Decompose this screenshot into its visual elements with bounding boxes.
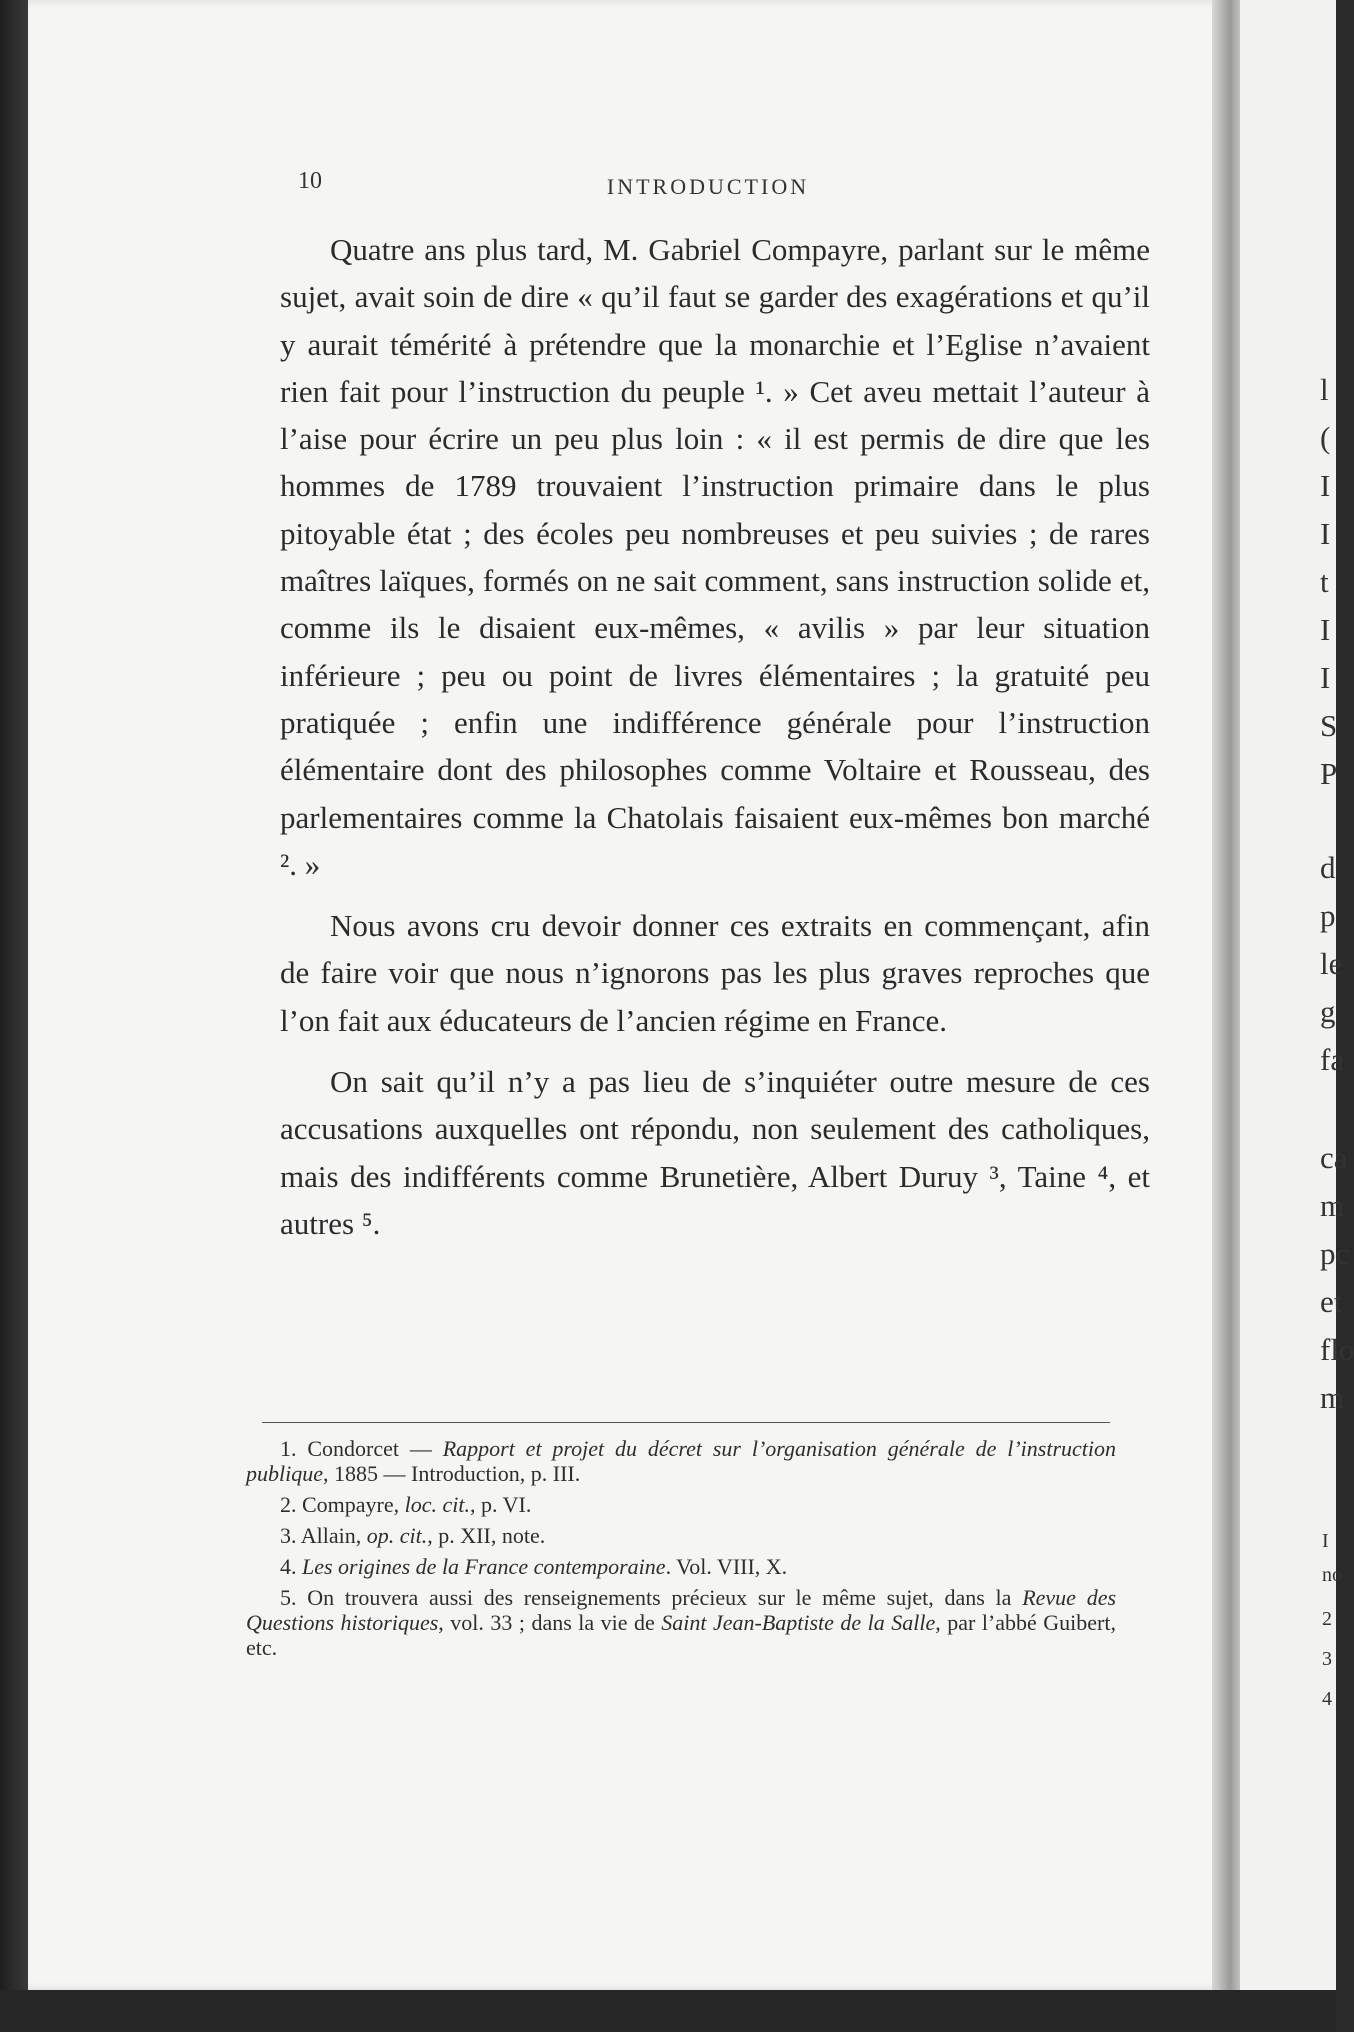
footnote-text: , p. VI. bbox=[470, 1492, 532, 1517]
facing-fragment: et bbox=[1320, 1284, 1343, 1319]
footnote-title: op. cit. bbox=[366, 1523, 428, 1548]
footnote-number: 2. bbox=[280, 1492, 297, 1517]
footnote-text: , par l’abbé Guibert, etc. bbox=[246, 1610, 1116, 1660]
facing-fragment: P bbox=[1320, 756, 1338, 791]
footnote-title: Saint Jean-Baptiste de la Salle bbox=[661, 1610, 936, 1635]
footnote-2 bbox=[246, 1492, 1116, 1517]
footnote-number: 1. bbox=[280, 1436, 297, 1461]
paragraph-2: Nous avons cru devoir donner ces extraits en commençant, afin de faire voir que nous n’ignorons pas les plus graves reproches que l’on fait aux éducateurs de l’ancien régime en France. bbox=[280, 908, 1150, 1038]
footnote-text: On trouvera aussi des renseignements précieux sur le même sujet, dans la bbox=[307, 1585, 1023, 1610]
footnote-text: Condorcet — bbox=[307, 1436, 443, 1461]
facing-fragment: I bbox=[1320, 660, 1331, 695]
footnote-text: . Vol. VIII, X. bbox=[665, 1554, 788, 1579]
footnote-number: 3. bbox=[280, 1523, 297, 1548]
footnote-text: , 1885 — Introduction, p. III. bbox=[323, 1461, 581, 1486]
page-number: 10 bbox=[298, 168, 322, 194]
facing-footnote-fragment: I bbox=[1322, 1530, 1329, 1552]
paragraph-1: Quatre ans plus tard, M. Gabriel Compayre, parlant sur le même sujet, avait soin de dire « qu’il faut se garder des exagérations et qu’il y aurait témérité à prétendre que la monarchie et l’Eglise n’avaient rien fait pour l’instruction du peuple ¹. » Cet aveu mettait l’auteur à l’aise pour écrire un peu plus loin : « il est permis de dire que les hommes de 1789 trouvaient l’instruction primaire dans le plus pitoyable état ; des écoles peu nombreuses et peu suivies ; de rares maîtres laïques, formés on ne sait comment, sans instruction solide et, comme ils le disaient eux-mêmes, « avilis » par leur situation inférieure ; peu ou point de livres élémentaires ; la gratuité peu pratiquée ; enfin une indifférence générale pour l’instruction élémentaire dont des philosophes comme Voltaire et Rousseau, des parlementaires comme la Chatolais faisaient eux-mêmes bon marché ². » bbox=[280, 232, 1150, 882]
footnote-3 bbox=[246, 1523, 1116, 1548]
footnote-text: , vol. 33 ; dans la vie de bbox=[438, 1610, 662, 1635]
footnote-number: 4. bbox=[280, 1554, 297, 1579]
facing-fragment: g bbox=[1320, 994, 1336, 1029]
scan-border-left bbox=[0, 0, 28, 2032]
facing-footnote-fragment: 4 bbox=[1322, 1688, 1332, 1710]
facing-fragment: le bbox=[1320, 946, 1343, 981]
paragraph-3: On sait qu’il n’y a pas lieu de s’inquiéter outre mesure de ces accusations auxquelles ont répondu, non seulement des catholiques, mais des indifférents comme Brunetière, Albert Duruy ³, Taine ⁴, et autres ⁵. bbox=[280, 1064, 1150, 1241]
footnote-title: loc. cit. bbox=[404, 1492, 471, 1517]
footnote-text: , p. XII, note. bbox=[427, 1523, 546, 1548]
facing-fragment: S bbox=[1320, 708, 1338, 743]
facing-fragment: l bbox=[1320, 372, 1329, 407]
body-text bbox=[280, 226, 1150, 1261]
facing-fragment: d bbox=[1320, 850, 1336, 885]
facing-fragment: I bbox=[1320, 516, 1331, 551]
footnote-1 bbox=[246, 1436, 1116, 1486]
facing-fragment: p bbox=[1320, 898, 1336, 933]
footnote-4 bbox=[246, 1554, 1116, 1579]
footnote-title: Revue des Questions historiques bbox=[246, 1585, 1117, 1635]
running-head-title: INTRODUCTION bbox=[606, 174, 810, 199]
facing-fragment: m bbox=[1320, 1188, 1345, 1223]
footnote-rule bbox=[262, 1422, 1110, 1423]
footnote-number: 5. bbox=[280, 1585, 297, 1610]
facing-page bbox=[1240, 0, 1354, 1990]
footnote-title: Rapport et projet du décret sur l’organisation générale de l’instruction publique bbox=[246, 1436, 1116, 1486]
facing-fragment: m bbox=[1320, 1380, 1345, 1415]
facing-footnote-fragment: 2 bbox=[1322, 1608, 1332, 1630]
book-gutter bbox=[1212, 0, 1242, 1990]
facing-fragment: ( bbox=[1320, 420, 1331, 455]
facing-fragment: pc bbox=[1320, 1236, 1350, 1271]
footnotes bbox=[246, 1436, 1116, 1666]
footnote-5 bbox=[246, 1585, 1116, 1660]
facing-footnote-fragment: 3 bbox=[1322, 1648, 1332, 1670]
footnote-text: Allain, bbox=[300, 1523, 367, 1548]
facing-footnote-fragment: no bbox=[1322, 1564, 1342, 1586]
facing-fragment: t bbox=[1320, 564, 1329, 599]
footnote-title: Les origines de la France contemporaine bbox=[302, 1554, 666, 1579]
facing-fragment: I bbox=[1320, 468, 1331, 503]
facing-fragment: ca bbox=[1320, 1140, 1348, 1175]
facing-fragment: flo bbox=[1320, 1332, 1354, 1367]
scan-border-bottom bbox=[0, 1990, 1336, 2032]
facing-fragment: fa bbox=[1320, 1042, 1345, 1077]
facing-fragment: I bbox=[1320, 612, 1331, 647]
footnote-text: Compayre, bbox=[302, 1492, 405, 1517]
